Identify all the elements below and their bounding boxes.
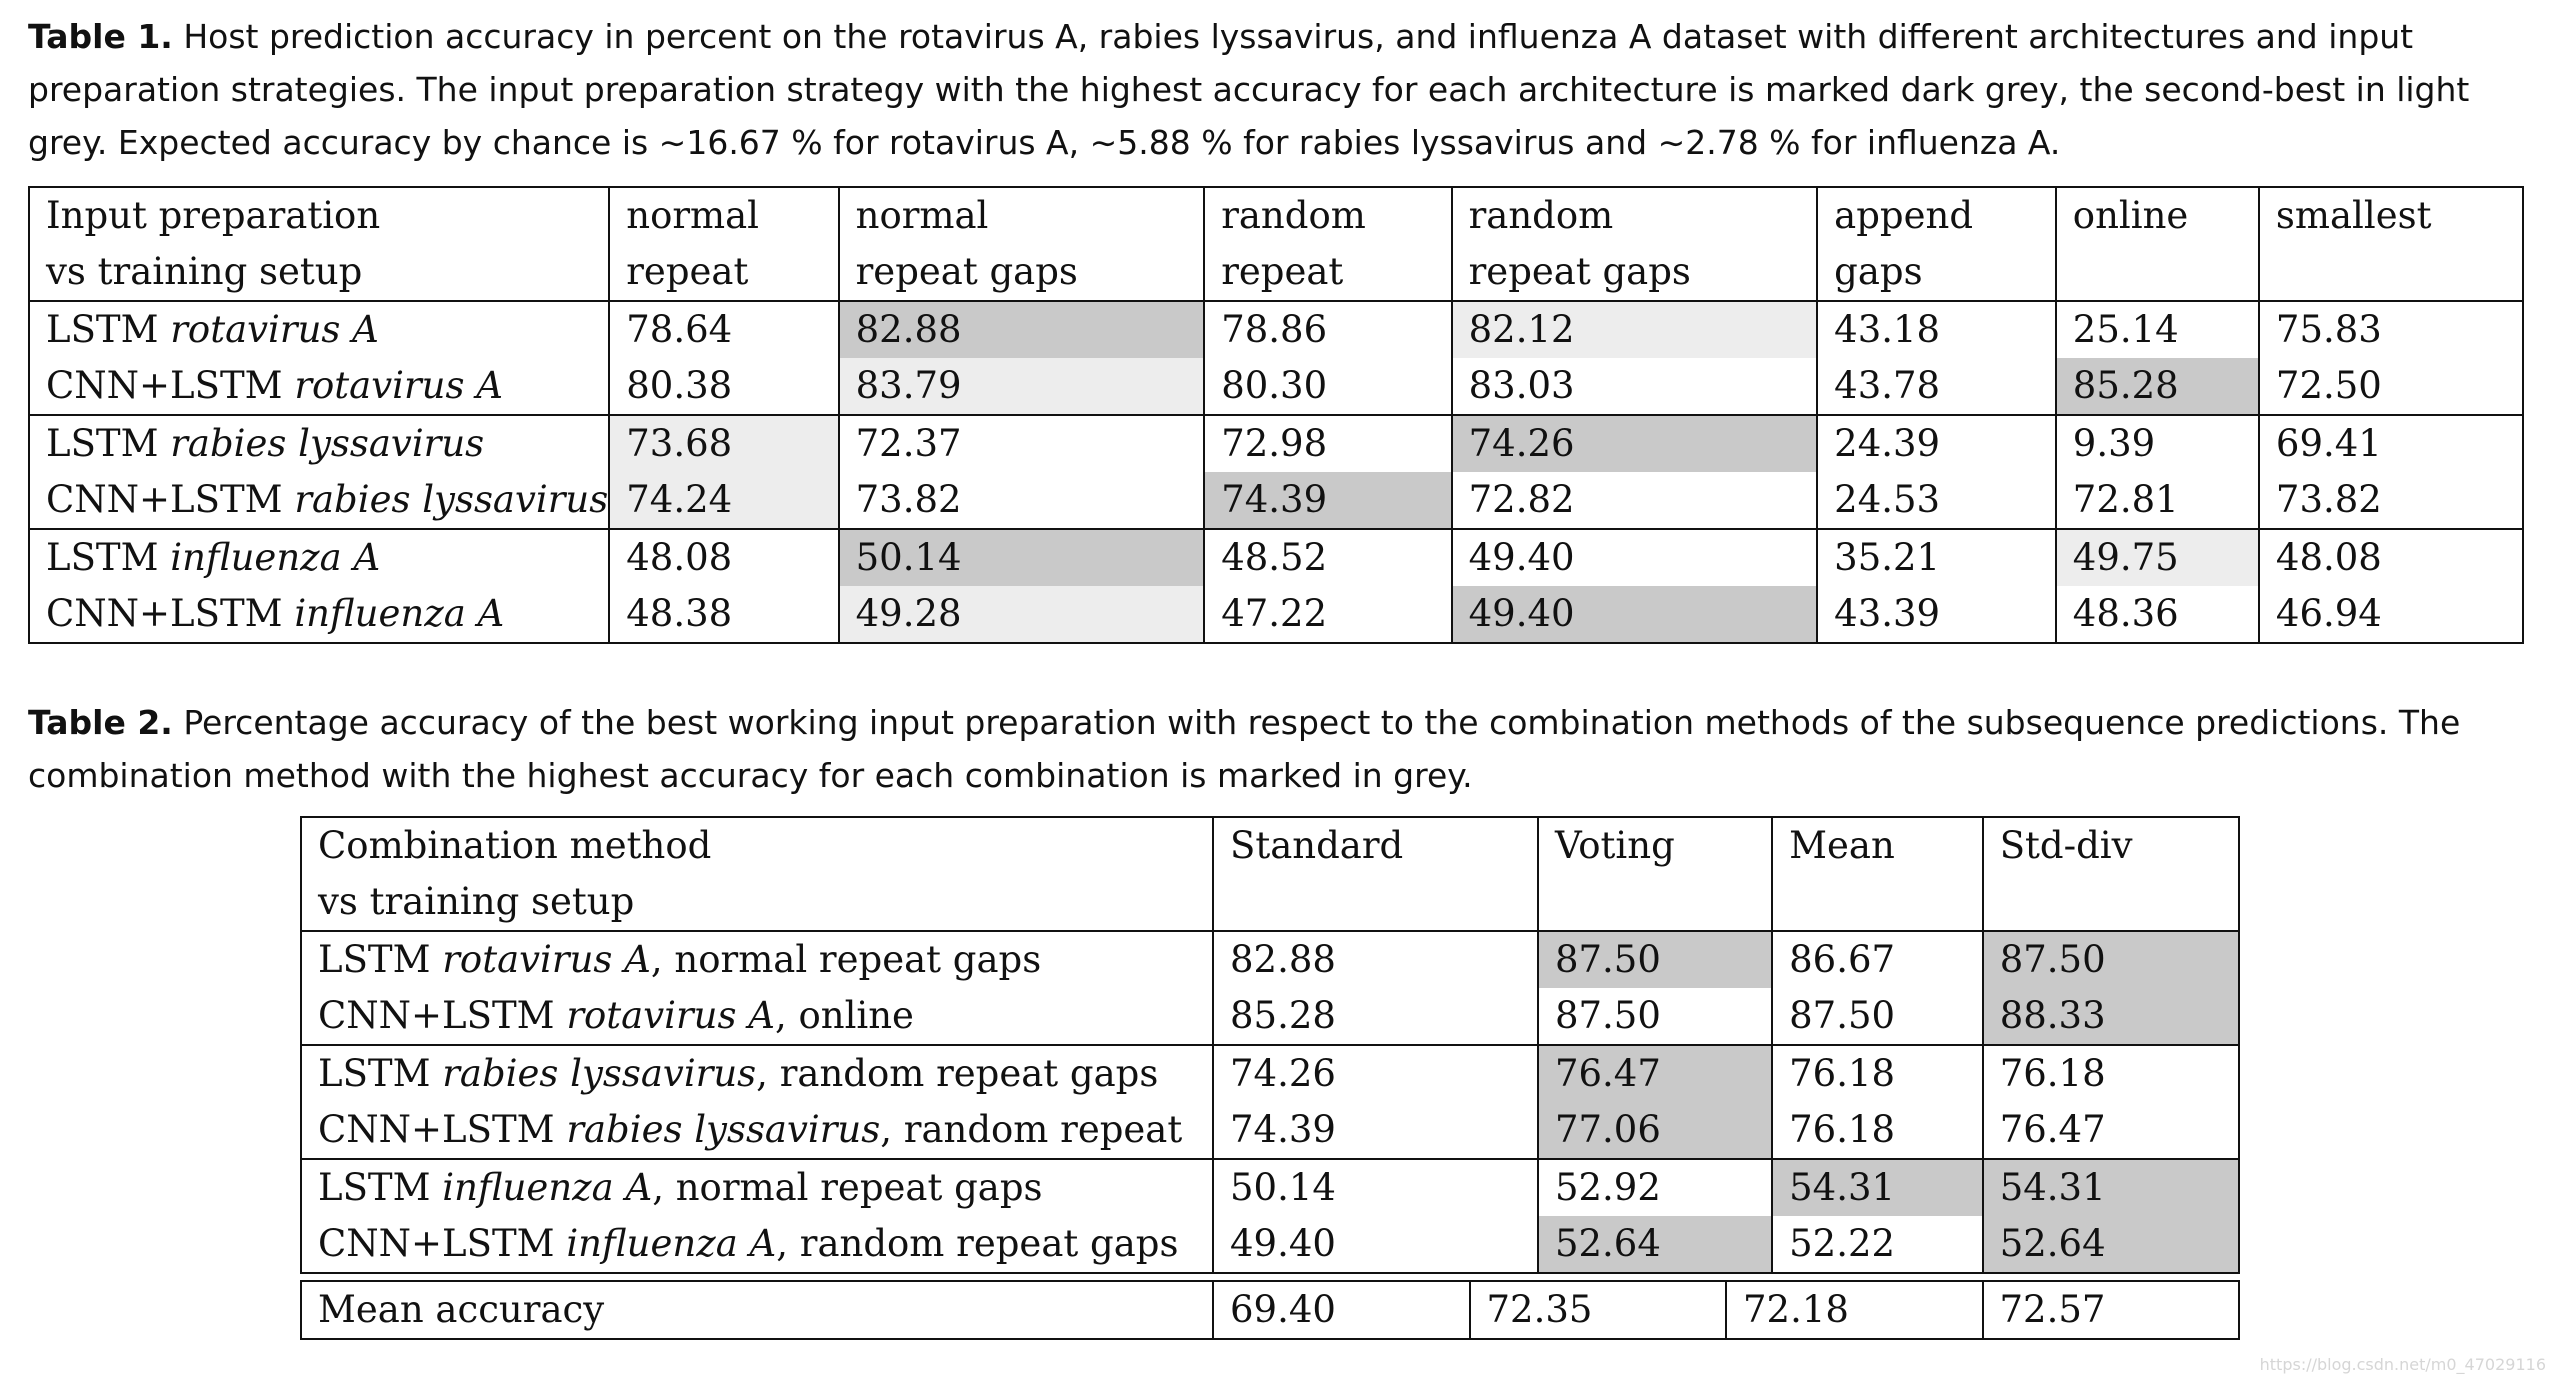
virus-label: rotavirus A xyxy=(170,308,379,351)
watermark: https://blog.csdn.net/m0_47029116 xyxy=(2259,1355,2546,1374)
table-row xyxy=(301,1159,2239,1216)
table1-header-cell xyxy=(2056,244,2259,301)
table1 xyxy=(28,186,2524,644)
table-cell: 48.36 xyxy=(2056,586,2259,643)
table-row xyxy=(29,529,2523,586)
table-cell: 85.28 xyxy=(1213,988,1538,1045)
table-cell: 76.18 xyxy=(1983,1045,2239,1102)
arch-label: LSTM xyxy=(318,1052,443,1095)
virus-label: influenza A xyxy=(294,592,505,635)
table-cell: 87.50 xyxy=(1983,931,2239,988)
row-label xyxy=(301,988,1213,1045)
table1-header-cell: repeat gaps xyxy=(1452,244,1818,301)
table-cell: 82.12 xyxy=(1452,301,1818,358)
table2-header-cell: Mean xyxy=(1772,817,1983,874)
row-label xyxy=(29,472,609,529)
table1-header-cell: gaps xyxy=(1817,244,2056,301)
table-cell: 73.82 xyxy=(839,472,1205,529)
table-cell: 48.08 xyxy=(609,529,838,586)
table-cell: 76.18 xyxy=(1772,1102,1983,1159)
table-cell: 85.28 xyxy=(2056,358,2259,415)
table-row xyxy=(29,472,2523,529)
table-cell: 87.50 xyxy=(1772,988,1983,1045)
table-cell: 80.30 xyxy=(1204,358,1451,415)
table2-header-row2 xyxy=(301,874,2239,931)
strategy-label: , normal repeat gaps xyxy=(652,1166,1043,1209)
table1-header-cell: normal xyxy=(609,187,838,244)
table-cell: 50.14 xyxy=(839,529,1205,586)
table-row xyxy=(29,586,2523,643)
table-cell: 48.52 xyxy=(1204,529,1451,586)
table2-header-cell: Voting xyxy=(1538,817,1772,874)
arch-label: CNN+LSTM xyxy=(46,364,295,407)
table-cell: 80.38 xyxy=(609,358,838,415)
table1-header-cell: repeat xyxy=(1204,244,1451,301)
row-label xyxy=(301,1102,1213,1159)
table-cell: 43.39 xyxy=(1817,586,2056,643)
table1-caption-text: Host prediction accuracy in percent on the rotavirus A, rabies lyssavirus, and influenza A dataset with different architectures and input preparation strategies. The input preparation strategy with the highest accuracy for each architecture is marked dark grey, the second-best in light grey. Expected accuracy by chance is ∼16.67 % for rotavirus A, ∼5.88 % for rabies lyssavirus and ∼2.78 % for influenza A. xyxy=(28,17,2470,162)
table2-header-cell xyxy=(1213,874,1538,931)
table2-header-cell xyxy=(1983,874,2239,931)
strategy-label: , random repeat xyxy=(880,1108,1183,1151)
table-cell: 72.35 xyxy=(1470,1281,1727,1339)
table-cell: 83.03 xyxy=(1452,358,1818,415)
table-cell: 52.64 xyxy=(1538,1216,1772,1273)
table1-header-cell: random xyxy=(1204,187,1451,244)
mean-accuracy-label: Mean accuracy xyxy=(301,1281,1213,1339)
table-row xyxy=(301,988,2239,1045)
table-cell: 54.31 xyxy=(1772,1159,1983,1216)
table-cell: 69.40 xyxy=(1213,1281,1470,1339)
table2-header-cell: Std-div xyxy=(1983,817,2239,874)
table-cell: 49.40 xyxy=(1452,529,1818,586)
table-cell: 86.67 xyxy=(1772,931,1983,988)
table-cell: 76.47 xyxy=(1983,1102,2239,1159)
table-cell: 74.24 xyxy=(609,472,838,529)
table1-header-cell xyxy=(2259,244,2523,301)
table-cell: 75.83 xyxy=(2259,301,2523,358)
virus-label: rotavirus A xyxy=(442,938,651,981)
table1-header-row2 xyxy=(29,244,2523,301)
table2 xyxy=(300,816,2240,1274)
table-cell: 52.22 xyxy=(1772,1216,1983,1273)
row-label xyxy=(29,415,609,472)
virus-label: rabies lyssavirus xyxy=(442,1052,757,1095)
table-cell: 87.50 xyxy=(1538,988,1772,1045)
strategy-label: , random repeat gaps xyxy=(756,1052,1159,1095)
table-cell: 74.39 xyxy=(1213,1102,1538,1159)
row-label xyxy=(301,1159,1213,1216)
table-row xyxy=(301,931,2239,988)
strategy-label: , random repeat gaps xyxy=(776,1222,1179,1265)
row-label xyxy=(301,1045,1213,1102)
table-cell: 74.26 xyxy=(1213,1045,1538,1102)
arch-label: CNN+LSTM xyxy=(46,478,295,521)
table-cell: 82.88 xyxy=(1213,931,1538,988)
arch-label: LSTM xyxy=(46,308,171,351)
table-row xyxy=(29,301,2523,358)
table-cell: 52.92 xyxy=(1538,1159,1772,1216)
row-label xyxy=(301,931,1213,988)
virus-label: influenza A xyxy=(442,1166,653,1209)
table-cell: 43.78 xyxy=(1817,358,2056,415)
table-cell: 72.81 xyxy=(2056,472,2259,529)
row-label xyxy=(29,301,609,358)
mean-accuracy-table xyxy=(300,1280,2240,1340)
arch-label: CNN+LSTM xyxy=(318,994,567,1037)
table1-header-cell: repeat xyxy=(609,244,838,301)
arch-label: CNN+LSTM xyxy=(318,1222,567,1265)
strategy-label: , online xyxy=(774,994,914,1037)
table-cell: 49.40 xyxy=(1452,586,1818,643)
row-label xyxy=(301,1216,1213,1273)
table-cell: 72.18 xyxy=(1726,1281,1983,1339)
table2-header-cell: Combination method xyxy=(301,817,1213,874)
row-label xyxy=(29,586,609,643)
table-row xyxy=(301,1102,2239,1159)
table1-header-cell: Input preparation xyxy=(29,187,609,244)
table2-caption xyxy=(28,696,2524,802)
table1-header-cell: vs training setup xyxy=(29,244,609,301)
table1-header-cell: repeat gaps xyxy=(839,244,1205,301)
table-cell: 24.53 xyxy=(1817,472,2056,529)
table2-header-cell xyxy=(1538,874,1772,931)
table-row xyxy=(301,1045,2239,1102)
mean-accuracy-row xyxy=(301,1281,2239,1339)
table-cell: 72.98 xyxy=(1204,415,1451,472)
virus-label: rabies lyssavirus xyxy=(294,478,609,521)
table-cell: 50.14 xyxy=(1213,1159,1538,1216)
table1-header-cell: smallest xyxy=(2259,187,2523,244)
table1-header-cell: random xyxy=(1452,187,1818,244)
table2-caption-text: Percentage accuracy of the best working input preparation with respect to the combination methods of the subsequence predictions. The combination method with the highest accuracy for each combination is marked in grey. xyxy=(28,703,2461,795)
virus-label: rotavirus A xyxy=(294,364,503,407)
table-cell: 9.39 xyxy=(2056,415,2259,472)
table-cell: 72.57 xyxy=(1983,1281,2240,1339)
table-cell: 76.18 xyxy=(1772,1045,1983,1102)
table-cell: 49.28 xyxy=(839,586,1205,643)
table1-caption xyxy=(28,10,2524,169)
table-cell: 35.21 xyxy=(1817,529,2056,586)
table1-header-cell: online xyxy=(2056,187,2259,244)
row-label xyxy=(29,529,609,586)
table-cell: 46.94 xyxy=(2259,586,2523,643)
table-cell: 82.88 xyxy=(839,301,1205,358)
table-cell: 25.14 xyxy=(2056,301,2259,358)
table-cell: 74.26 xyxy=(1452,415,1818,472)
table-cell: 49.75 xyxy=(2056,529,2259,586)
table-cell: 69.41 xyxy=(2259,415,2523,472)
table-cell: 88.33 xyxy=(1983,988,2239,1045)
table1-header-cell: normal xyxy=(839,187,1205,244)
row-label xyxy=(29,358,609,415)
table-cell: 74.39 xyxy=(1204,472,1451,529)
table-cell: 72.37 xyxy=(839,415,1205,472)
table-cell: 49.40 xyxy=(1213,1216,1538,1273)
table-cell: 78.64 xyxy=(609,301,838,358)
arch-label: LSTM xyxy=(46,536,171,579)
table2-header-cell xyxy=(1772,874,1983,931)
table-cell: 48.08 xyxy=(2259,529,2523,586)
table-cell: 47.22 xyxy=(1204,586,1451,643)
table-cell: 76.47 xyxy=(1538,1045,1772,1102)
strategy-label: , normal repeat gaps xyxy=(650,938,1042,981)
virus-label: influenza A xyxy=(170,536,381,579)
table-cell: 72.82 xyxy=(1452,472,1818,529)
table-cell: 54.31 xyxy=(1983,1159,2239,1216)
table2-caption-label: Table 2. xyxy=(28,703,173,742)
table-row xyxy=(301,1216,2239,1273)
table2-header-cell: Standard xyxy=(1213,817,1538,874)
table1-header-cell: append xyxy=(1817,187,2056,244)
virus-label: influenza A xyxy=(566,1222,777,1265)
table-cell: 78.86 xyxy=(1204,301,1451,358)
table-cell: 48.38 xyxy=(609,586,838,643)
arch-label: CNN+LSTM xyxy=(46,592,295,635)
arch-label: LSTM xyxy=(318,1166,443,1209)
virus-label: rabies lyssavirus xyxy=(566,1108,881,1151)
table-cell: 43.18 xyxy=(1817,301,2056,358)
arch-label: LSTM xyxy=(318,938,443,981)
table1-caption-label: Table 1. xyxy=(28,17,173,56)
arch-label: CNN+LSTM xyxy=(318,1108,567,1151)
table-cell: 73.82 xyxy=(2259,472,2523,529)
table-cell: 52.64 xyxy=(1983,1216,2239,1273)
table1-header-row1 xyxy=(29,187,2523,244)
table-row xyxy=(29,415,2523,472)
table-cell: 72.50 xyxy=(2259,358,2523,415)
table-cell: 24.39 xyxy=(1817,415,2056,472)
table2-header-row1 xyxy=(301,817,2239,874)
virus-label: rabies lyssavirus xyxy=(170,422,485,465)
table2-header-cell: vs training setup xyxy=(301,874,1213,931)
arch-label: LSTM xyxy=(46,422,171,465)
table-cell: 87.50 xyxy=(1538,931,1772,988)
virus-label: rotavirus A xyxy=(566,994,775,1037)
table-row xyxy=(29,358,2523,415)
table-cell: 73.68 xyxy=(609,415,838,472)
table-cell: 83.79 xyxy=(839,358,1205,415)
table-cell: 77.06 xyxy=(1538,1102,1772,1159)
